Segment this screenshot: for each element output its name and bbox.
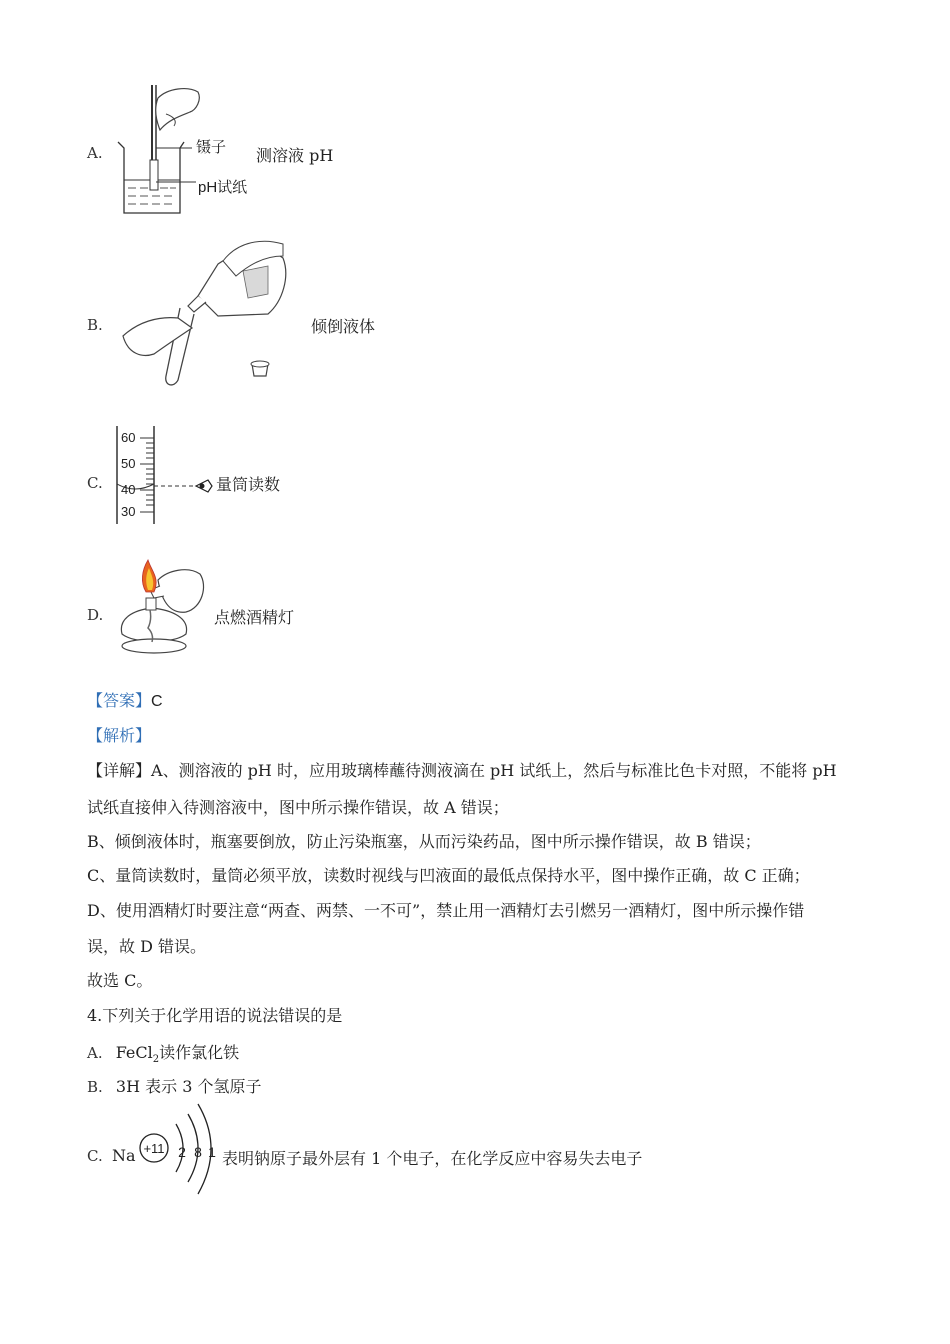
q4-option-c-letter: C. xyxy=(87,1147,103,1165)
q4-option-a-formula: FeCl xyxy=(115,1043,153,1062)
option-a-caption: 测溶液 pH xyxy=(256,146,334,165)
q4-option-b xyxy=(87,1074,261,1097)
shell-2-electrons: 8 xyxy=(194,1144,202,1160)
tick-50: 50 xyxy=(121,456,136,471)
shell-3-electrons: 1 xyxy=(208,1144,216,1160)
q4-option-a-text: 读作氯化铁 xyxy=(159,1043,240,1062)
sodium-atom-structure-diagram xyxy=(136,1102,222,1198)
ph-paper-label: pH试纸 xyxy=(198,179,248,196)
ph-test-figure xyxy=(110,80,260,220)
option-d-caption: 点燃酒精灯 xyxy=(214,608,295,627)
shell-1-electrons: 2 xyxy=(178,1144,186,1160)
q4-option-b-text: 3H 表示 3 个氢原子 xyxy=(115,1077,262,1096)
q4-option-a-subscript: 2 xyxy=(152,1054,160,1066)
pouring-liquid-figure xyxy=(118,236,298,386)
q4-option-c-text: 表明钠原子最外层有 1 个电子，在化学反应中容易失去电子 xyxy=(222,1149,643,1168)
conclusion: 故选 C。 xyxy=(87,971,153,990)
analysis-label: 【解析】 xyxy=(87,726,152,745)
nucleus-charge: +11 xyxy=(143,1141,165,1156)
sodium-symbol: Na xyxy=(112,1146,136,1165)
tick-60: 60 xyxy=(121,430,136,445)
detail-line-6: 误，故 D 错误。 xyxy=(87,937,207,956)
option-c-letter: C. xyxy=(87,474,103,492)
tick-30: 30 xyxy=(121,504,136,519)
detail-line-1 xyxy=(87,758,837,781)
graduated-cylinder-figure xyxy=(112,424,222,528)
q4-option-a-letter: A. xyxy=(87,1044,103,1062)
q4-option-b-letter: B. xyxy=(87,1078,103,1096)
alcohol-lamp-figure xyxy=(112,556,217,662)
detail-line-4: C、量筒读数时，量筒必须平放，读数时视线与凹液面的最低点保持水平，图中操作正确，故 C 正确； xyxy=(87,866,810,885)
eye-icon xyxy=(196,480,212,492)
option-b-letter: B. xyxy=(87,316,103,334)
question-4-stem: 4.下列关于化学用语的说法错误的是 xyxy=(87,1006,343,1025)
answer-label: 【答案】 xyxy=(87,691,152,710)
option-d-letter: D. xyxy=(87,606,104,624)
option-a-letter: A. xyxy=(87,144,103,162)
answer-value: C xyxy=(151,693,163,710)
answer-line xyxy=(87,688,163,711)
option-c-caption: 量筒读数 xyxy=(216,475,281,494)
detail-label: 【详解】 xyxy=(87,761,152,780)
option-b-caption: 倾倒液体 xyxy=(311,317,376,336)
tweezers-label: 镊子 xyxy=(196,139,227,156)
detail-line-3: B、倾倒液体时，瓶塞要倒放，防止污染瓶塞，从而污染药品，图中所示操作错误，故 B 错误； xyxy=(87,832,761,851)
detail-text-1: A、测溶液的 pH 时，应用玻璃棒蘸待测液滴在 pH 试纸上，然后与标准比色卡对照，不能将 pH xyxy=(151,761,837,780)
detail-line-5: D、使用酒精灯时要注意“两查、两禁、一不可”，禁止用一酒精灯去引燃另一酒精灯，图中所示操作错 xyxy=(87,901,805,920)
tick-40: 40 xyxy=(121,482,136,497)
q4-option-a xyxy=(87,1040,239,1065)
detail-line-2: 试纸直接伸入待测溶液中，图中所示操作错误，故 A 错误； xyxy=(87,798,509,817)
